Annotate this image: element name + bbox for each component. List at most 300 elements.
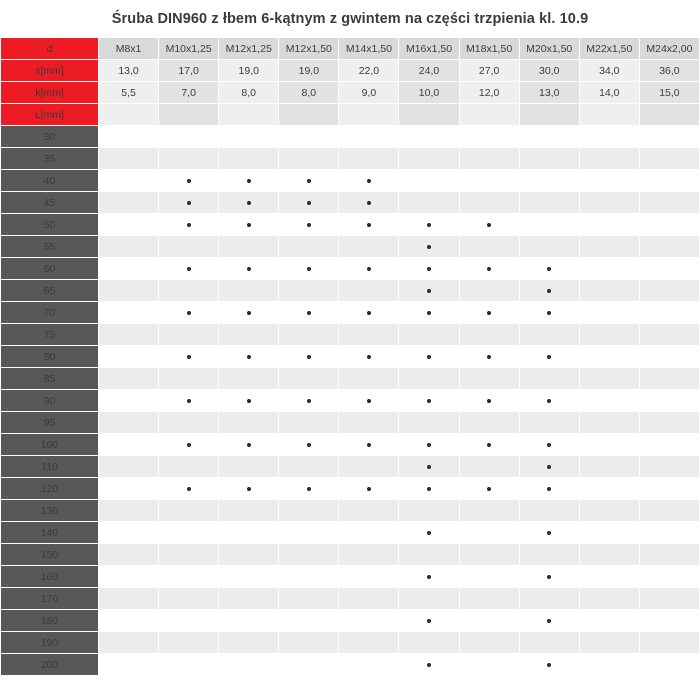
available-dot-icon: [547, 355, 551, 359]
column-header: M10x1,25: [159, 38, 219, 60]
available-dot-icon: [427, 399, 431, 403]
availability-cell: [459, 610, 519, 632]
row-header-s: s[mm]: [1, 60, 99, 82]
availability-cell: [459, 390, 519, 412]
length-label: 40: [1, 170, 99, 192]
table-row: [1, 148, 700, 170]
row-header-k: k[mm]: [1, 82, 99, 104]
availability-cell: [99, 126, 159, 148]
availability-cell: [159, 368, 219, 390]
availability-cell: [399, 412, 459, 434]
availability-cell: [219, 544, 279, 566]
availability-cell: [159, 654, 219, 676]
availability-cell: [399, 280, 459, 302]
available-dot-icon: [547, 575, 551, 579]
availability-cell: [459, 302, 519, 324]
available-dot-icon: [187, 223, 191, 227]
table-body: [1, 126, 700, 676]
availability-cell: [639, 258, 699, 280]
availability-cell: [339, 434, 399, 456]
availability-cell: [639, 566, 699, 588]
availability-cell: [279, 324, 339, 346]
L-value: [639, 104, 699, 126]
length-label: 190: [1, 632, 99, 654]
availability-cell: [459, 324, 519, 346]
available-dot-icon: [367, 487, 371, 491]
availability-cell: [99, 258, 159, 280]
table-row: [1, 126, 700, 148]
availability-cell: [219, 368, 279, 390]
availability-cell: [639, 236, 699, 258]
availability-cell: [399, 170, 459, 192]
availability-cell: [219, 566, 279, 588]
table-row: [1, 566, 700, 588]
available-dot-icon: [427, 663, 431, 667]
available-dot-icon: [367, 399, 371, 403]
available-dot-icon: [487, 443, 491, 447]
available-dot-icon: [427, 355, 431, 359]
availability-cell: [459, 236, 519, 258]
available-dot-icon: [427, 245, 431, 249]
availability-cell: [639, 280, 699, 302]
length-label: 140: [1, 522, 99, 544]
availability-cell: [579, 478, 639, 500]
available-dot-icon: [427, 531, 431, 535]
availability-cell: [579, 434, 639, 456]
availability-cell: [219, 434, 279, 456]
availability-cell: [519, 170, 579, 192]
availability-cell: [279, 478, 339, 500]
length-label: 95: [1, 412, 99, 434]
availability-cell: [579, 632, 639, 654]
available-dot-icon: [307, 223, 311, 227]
table-row: [1, 544, 700, 566]
availability-cell: [159, 148, 219, 170]
availability-cell: [159, 632, 219, 654]
availability-cell: [339, 632, 399, 654]
availability-cell: [99, 280, 159, 302]
availability-cell: [99, 368, 159, 390]
availability-cell: [219, 610, 279, 632]
table-row: [1, 478, 700, 500]
length-label: 70: [1, 302, 99, 324]
availability-cell: [399, 632, 459, 654]
available-dot-icon: [427, 311, 431, 315]
availability-cell: [339, 192, 399, 214]
availability-cell: [279, 412, 339, 434]
available-dot-icon: [307, 487, 311, 491]
available-dot-icon: [247, 223, 251, 227]
availability-cell: [459, 192, 519, 214]
availability-cell: [159, 566, 219, 588]
available-dot-icon: [427, 619, 431, 623]
availability-cell: [639, 478, 699, 500]
available-dot-icon: [307, 267, 311, 271]
availability-cell: [339, 346, 399, 368]
length-label: 35: [1, 148, 99, 170]
availability-cell: [159, 214, 219, 236]
availability-cell: [99, 346, 159, 368]
header-row-k: [1, 82, 700, 104]
table-row: [1, 258, 700, 280]
availability-cell: [639, 126, 699, 148]
availability-cell: [519, 434, 579, 456]
availability-cell: [339, 478, 399, 500]
availability-cell: [579, 544, 639, 566]
availability-cell: [99, 412, 159, 434]
availability-cell: [99, 192, 159, 214]
length-label: 120: [1, 478, 99, 500]
available-dot-icon: [547, 267, 551, 271]
length-label: 85: [1, 368, 99, 390]
availability-cell: [519, 258, 579, 280]
availability-cell: [399, 522, 459, 544]
availability-cell: [339, 412, 399, 434]
availability-cell: [579, 148, 639, 170]
k-value: 9,0: [339, 82, 399, 104]
availability-cell: [459, 126, 519, 148]
k-value: 8,0: [219, 82, 279, 104]
availability-cell: [279, 654, 339, 676]
availability-cell: [459, 280, 519, 302]
availability-cell: [519, 280, 579, 302]
availability-cell: [159, 610, 219, 632]
availability-cell: [639, 544, 699, 566]
header-row-d: [1, 38, 700, 60]
availability-cell: [399, 566, 459, 588]
availability-cell: [339, 456, 399, 478]
column-header: M18x1,50: [459, 38, 519, 60]
availability-cell: [219, 214, 279, 236]
s-value: 19,0: [279, 60, 339, 82]
available-dot-icon: [247, 311, 251, 315]
availability-cell: [339, 236, 399, 258]
availability-cell: [639, 522, 699, 544]
availability-cell: [639, 148, 699, 170]
available-dot-icon: [427, 289, 431, 293]
availability-cell: [219, 522, 279, 544]
availability-cell: [579, 610, 639, 632]
header-row-L: [1, 104, 700, 126]
availability-cell: [339, 654, 399, 676]
availability-cell: [459, 368, 519, 390]
availability-cell: [579, 214, 639, 236]
length-label: 100: [1, 434, 99, 456]
available-dot-icon: [187, 443, 191, 447]
availability-cell: [339, 280, 399, 302]
availability-cell: [579, 654, 639, 676]
availability-cell: [579, 126, 639, 148]
availability-cell: [579, 258, 639, 280]
availability-cell: [579, 412, 639, 434]
availability-cell: [159, 434, 219, 456]
availability-cell: [219, 478, 279, 500]
row-header-L: L[mm]: [1, 104, 99, 126]
table-row: [1, 610, 700, 632]
availability-cell: [159, 544, 219, 566]
availability-cell: [99, 390, 159, 412]
availability-cell: [279, 544, 339, 566]
specification-table: [0, 37, 700, 676]
table-row: [1, 522, 700, 544]
availability-cell: [639, 632, 699, 654]
availability-cell: [399, 456, 459, 478]
availability-cell: [339, 390, 399, 412]
availability-cell: [159, 302, 219, 324]
table-row: [1, 302, 700, 324]
table-row: [1, 280, 700, 302]
availability-cell: [219, 588, 279, 610]
length-label: 90: [1, 390, 99, 412]
availability-cell: [459, 654, 519, 676]
availability-cell: [519, 236, 579, 258]
availability-cell: [459, 500, 519, 522]
available-dot-icon: [487, 267, 491, 271]
availability-cell: [219, 148, 279, 170]
L-value: [399, 104, 459, 126]
available-dot-icon: [367, 443, 371, 447]
availability-cell: [219, 236, 279, 258]
availability-cell: [579, 368, 639, 390]
availability-cell: [399, 214, 459, 236]
availability-cell: [579, 500, 639, 522]
availability-cell: [279, 566, 339, 588]
availability-cell: [219, 126, 279, 148]
availability-cell: [399, 302, 459, 324]
L-value: [279, 104, 339, 126]
availability-cell: [459, 522, 519, 544]
availability-cell: [519, 654, 579, 676]
availability-cell: [459, 434, 519, 456]
availability-cell: [159, 500, 219, 522]
table-row: [1, 214, 700, 236]
table-header: [1, 38, 700, 126]
length-label: 60: [1, 258, 99, 280]
available-dot-icon: [547, 465, 551, 469]
availability-cell: [399, 544, 459, 566]
length-label: 80: [1, 346, 99, 368]
table-row: [1, 500, 700, 522]
availability-cell: [519, 478, 579, 500]
table-row: [1, 192, 700, 214]
s-value: 13,0: [99, 60, 159, 82]
k-value: 8,0: [279, 82, 339, 104]
availability-cell: [459, 588, 519, 610]
availability-cell: [399, 588, 459, 610]
availability-cell: [219, 456, 279, 478]
availability-cell: [339, 302, 399, 324]
table-row: [1, 368, 700, 390]
availability-cell: [279, 148, 339, 170]
availability-cell: [399, 500, 459, 522]
availability-cell: [279, 368, 339, 390]
available-dot-icon: [487, 355, 491, 359]
availability-cell: [339, 500, 399, 522]
s-value: 30,0: [519, 60, 579, 82]
L-value: [519, 104, 579, 126]
availability-cell: [519, 390, 579, 412]
availability-cell: [579, 192, 639, 214]
availability-cell: [159, 324, 219, 346]
length-label: 110: [1, 456, 99, 478]
table-row: [1, 412, 700, 434]
availability-cell: [279, 456, 339, 478]
availability-cell: [99, 544, 159, 566]
table-row: [1, 588, 700, 610]
s-value: 36,0: [639, 60, 699, 82]
availability-cell: [519, 346, 579, 368]
s-value: 19,0: [219, 60, 279, 82]
available-dot-icon: [547, 443, 551, 447]
availability-cell: [399, 478, 459, 500]
length-label: 65: [1, 280, 99, 302]
availability-cell: [219, 412, 279, 434]
available-dot-icon: [187, 399, 191, 403]
availability-cell: [639, 390, 699, 412]
availability-cell: [459, 170, 519, 192]
s-value: 27,0: [459, 60, 519, 82]
k-value: 13,0: [519, 82, 579, 104]
availability-cell: [279, 346, 339, 368]
s-value: 24,0: [399, 60, 459, 82]
availability-cell: [339, 544, 399, 566]
availability-cell: [519, 126, 579, 148]
availability-cell: [99, 500, 159, 522]
availability-cell: [459, 566, 519, 588]
availability-cell: [219, 654, 279, 676]
availability-cell: [99, 588, 159, 610]
available-dot-icon: [247, 487, 251, 491]
available-dot-icon: [427, 575, 431, 579]
availability-cell: [639, 500, 699, 522]
availability-cell: [159, 192, 219, 214]
L-value: [99, 104, 159, 126]
availability-cell: [279, 302, 339, 324]
availability-cell: [399, 368, 459, 390]
availability-cell: [159, 346, 219, 368]
available-dot-icon: [307, 179, 311, 183]
available-dot-icon: [247, 179, 251, 183]
availability-cell: [339, 522, 399, 544]
availability-cell: [639, 610, 699, 632]
available-dot-icon: [547, 311, 551, 315]
availability-cell: [99, 170, 159, 192]
available-dot-icon: [487, 223, 491, 227]
availability-cell: [339, 610, 399, 632]
availability-cell: [279, 434, 339, 456]
length-label: 200: [1, 654, 99, 676]
k-value: 15,0: [639, 82, 699, 104]
availability-cell: [519, 368, 579, 390]
availability-cell: [519, 324, 579, 346]
length-label: 130: [1, 500, 99, 522]
table-row: [1, 236, 700, 258]
available-dot-icon: [427, 465, 431, 469]
L-value: [459, 104, 519, 126]
availability-cell: [459, 456, 519, 478]
availability-cell: [279, 610, 339, 632]
availability-cell: [219, 390, 279, 412]
table-row: [1, 434, 700, 456]
column-header: M14x1,50: [339, 38, 399, 60]
availability-cell: [159, 456, 219, 478]
availability-cell: [159, 522, 219, 544]
availability-cell: [99, 236, 159, 258]
column-header: M20x1,50: [519, 38, 579, 60]
availability-cell: [519, 302, 579, 324]
availability-cell: [399, 434, 459, 456]
available-dot-icon: [367, 267, 371, 271]
available-dot-icon: [367, 223, 371, 227]
availability-cell: [339, 126, 399, 148]
availability-cell: [399, 126, 459, 148]
k-value: 10,0: [399, 82, 459, 104]
available-dot-icon: [187, 311, 191, 315]
availability-cell: [639, 324, 699, 346]
availability-cell: [99, 632, 159, 654]
availability-cell: [159, 170, 219, 192]
availability-cell: [579, 170, 639, 192]
availability-cell: [459, 632, 519, 654]
availability-cell: [279, 192, 339, 214]
availability-cell: [219, 632, 279, 654]
availability-cell: [279, 170, 339, 192]
availability-cell: [519, 544, 579, 566]
table-row: [1, 324, 700, 346]
availability-cell: [99, 302, 159, 324]
available-dot-icon: [427, 487, 431, 491]
available-dot-icon: [427, 223, 431, 227]
available-dot-icon: [187, 179, 191, 183]
availability-cell: [459, 544, 519, 566]
availability-cell: [519, 588, 579, 610]
available-dot-icon: [247, 201, 251, 205]
L-value: [579, 104, 639, 126]
available-dot-icon: [367, 179, 371, 183]
availability-cell: [279, 236, 339, 258]
availability-cell: [279, 280, 339, 302]
header-row-s: [1, 60, 700, 82]
availability-cell: [339, 170, 399, 192]
available-dot-icon: [307, 399, 311, 403]
available-dot-icon: [367, 201, 371, 205]
table-row: [1, 632, 700, 654]
availability-cell: [399, 258, 459, 280]
page-title: Śruba DIN960 z łbem 6-kątnym z gwintem na części trzpienia kl. 10.9: [111, 11, 589, 27]
availability-cell: [639, 456, 699, 478]
available-dot-icon: [487, 311, 491, 315]
availability-cell: [99, 478, 159, 500]
length-label: 50: [1, 214, 99, 236]
availability-cell: [279, 126, 339, 148]
available-dot-icon: [247, 267, 251, 271]
column-header: M22x1,50: [579, 38, 639, 60]
availability-cell: [519, 632, 579, 654]
available-dot-icon: [307, 355, 311, 359]
table-row: [1, 390, 700, 412]
available-dot-icon: [547, 619, 551, 623]
availability-cell: [399, 390, 459, 412]
availability-cell: [579, 324, 639, 346]
available-dot-icon: [547, 663, 551, 667]
availability-cell: [639, 302, 699, 324]
availability-cell: [639, 434, 699, 456]
table-row: [1, 654, 700, 676]
L-value: [339, 104, 399, 126]
availability-cell: [579, 280, 639, 302]
availability-cell: [399, 346, 459, 368]
availability-cell: [339, 368, 399, 390]
